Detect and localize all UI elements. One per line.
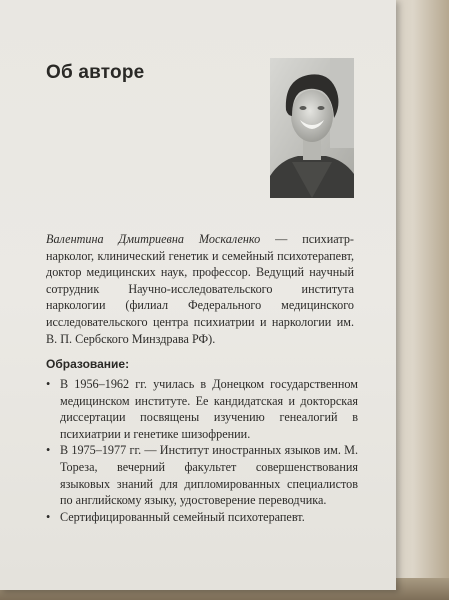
- author-portrait-image: [270, 58, 354, 198]
- education-heading: Образование:: [46, 357, 130, 371]
- author-bio: [46, 231, 354, 347]
- list-item: [46, 442, 358, 508]
- author-bio-text: — психиатр-нарколог, клинический генетик и семейный психотерапевт, доктор медицинских наук, профессор. Ведущий научный сотрудник Научно-исследовательского института наркологии (филиал Федерального медицинского исследовательского центра психиатрии и наркологии им. В. П. Сербского Минздрава РФ).: [46, 232, 354, 346]
- background-right: [389, 0, 449, 600]
- bullet-icon: •: [46, 443, 51, 458]
- bullet-icon: •: [46, 377, 51, 391]
- author-name: Валентина Дмитриевна Москаленко: [46, 232, 261, 246]
- list-item: [46, 376, 358, 442]
- education-item-text: В 1956–1962 гг. училась в Донецком государственном медицинском институте. Ее кандидатская и докторская диссертации посвящены изучению генеалогий в психиатрии и генетике шизофрении.: [60, 377, 358, 441]
- education-item-text: В 1975–1977 гг. — Институт иностранных языков им. М. Тореза, вечерний факультет совершенствования языковых знаний для дипломированных специалистов по английскому языку, удостоверение переводчика.: [60, 443, 358, 508]
- bullet-icon: •: [46, 509, 51, 524]
- education-list: [46, 376, 358, 525]
- author-photo: [270, 58, 354, 198]
- page-title: Об авторе: [46, 62, 145, 83]
- education-item-text: Сертифицированный семейный психотерапевт.: [60, 509, 305, 524]
- list-item: [46, 509, 358, 526]
